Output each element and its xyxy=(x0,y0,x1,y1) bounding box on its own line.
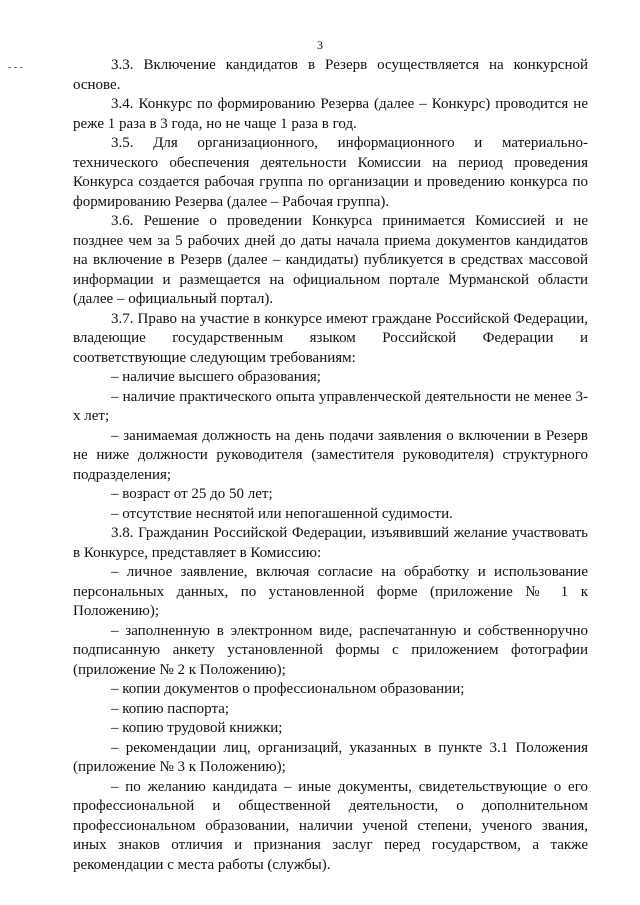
paragraph-3-5: 3.5. Для организационного, информационного и материально-технического обеспечения деятельности Комиссии на период проведения Конкурса создается рабочая группа по организации и проведению конкурса по формированию Резерва (далее – Рабочая группа). xyxy=(73,135,588,210)
document-list-item: – по желанию кандидата – иные документы, свидетельствующие о его профессиональной и общественной деятельности, о дополнительном профессиональном образовании, наличии ученой степени, ученого звания, иных знаков отличия и признания заслуг перед государством, а также рекомендации с места работы (службы). xyxy=(73,778,588,873)
requirement-item: – занимаемая должность на день подачи заявления о включении в Резерв не ниже должности руководителя (заместителя руководителя) структурного подразделения; xyxy=(73,427,588,483)
paragraph-3-7: 3.7. Право на участие в конкурсе имеют граждане Российской Федерации, владеющие государственным языком Российской Федерации и соответствующие следующим требованиям: xyxy=(73,310,588,366)
paragraph-3-8: 3.8. Гражданин Российской Федерации, изъявивший желание участвовать в Конкурсе, представляет в Комиссию: xyxy=(73,525,588,561)
document-list-item: – рекомендации лиц, организаций, указанных в пункте 3.1 Положения (приложение № 3 к Положению); xyxy=(73,739,588,775)
paragraph-3-6: 3.6. Решение о проведении Конкурса принимается Комиссией и не позднее чем за 5 рабочих дней до даты начала приема документов кандидатов на включение в Резерв (далее – кандидаты) публикуется в средствах массовой информации и размещается на официальном портале Мурманской области (далее – официальный портал). xyxy=(73,213,588,307)
requirement-item: – наличие практического опыта управленческой деятельности не менее 3-х лет; xyxy=(73,388,588,424)
document-list-item: – копию трудовой книжки; xyxy=(111,720,283,736)
document-body xyxy=(73,56,588,875)
document-list-item: – копию паспорта; xyxy=(111,700,230,717)
page-number: 3 xyxy=(317,38,323,52)
requirement-item: – отсутствие неснятой или непогашенной судимости. xyxy=(111,505,453,522)
requirement-item: – наличие высшего образования; xyxy=(111,369,321,385)
requirement-item: – возраст от 25 до 50 лет; xyxy=(111,486,273,502)
paragraph-3-3: 3.3. Включение кандидатов в Резерв осуществляется на конкурсной основе. xyxy=(73,57,588,93)
document-list-item: – личное заявление, включая согласие на обработку и использование персональных данных, по установленной форме (приложение № 1 к Положению); xyxy=(73,564,588,619)
margin-mark: - - - xyxy=(8,62,23,73)
document-list-item: – копии документов о профессиональном образовании; xyxy=(111,681,465,697)
document-list-item: – заполненную в электронном виде, распечатанную и собственноручно подписанную анкету установленной формы с приложением фотографии (приложение № 2 к Положению); xyxy=(73,622,588,678)
paragraph-3-4: 3.4. Конкурс по формированию Резерва (далее – Конкурс) проводится не реже 1 раза в 3 года, но не чаще 1 раза в год. xyxy=(73,96,588,132)
